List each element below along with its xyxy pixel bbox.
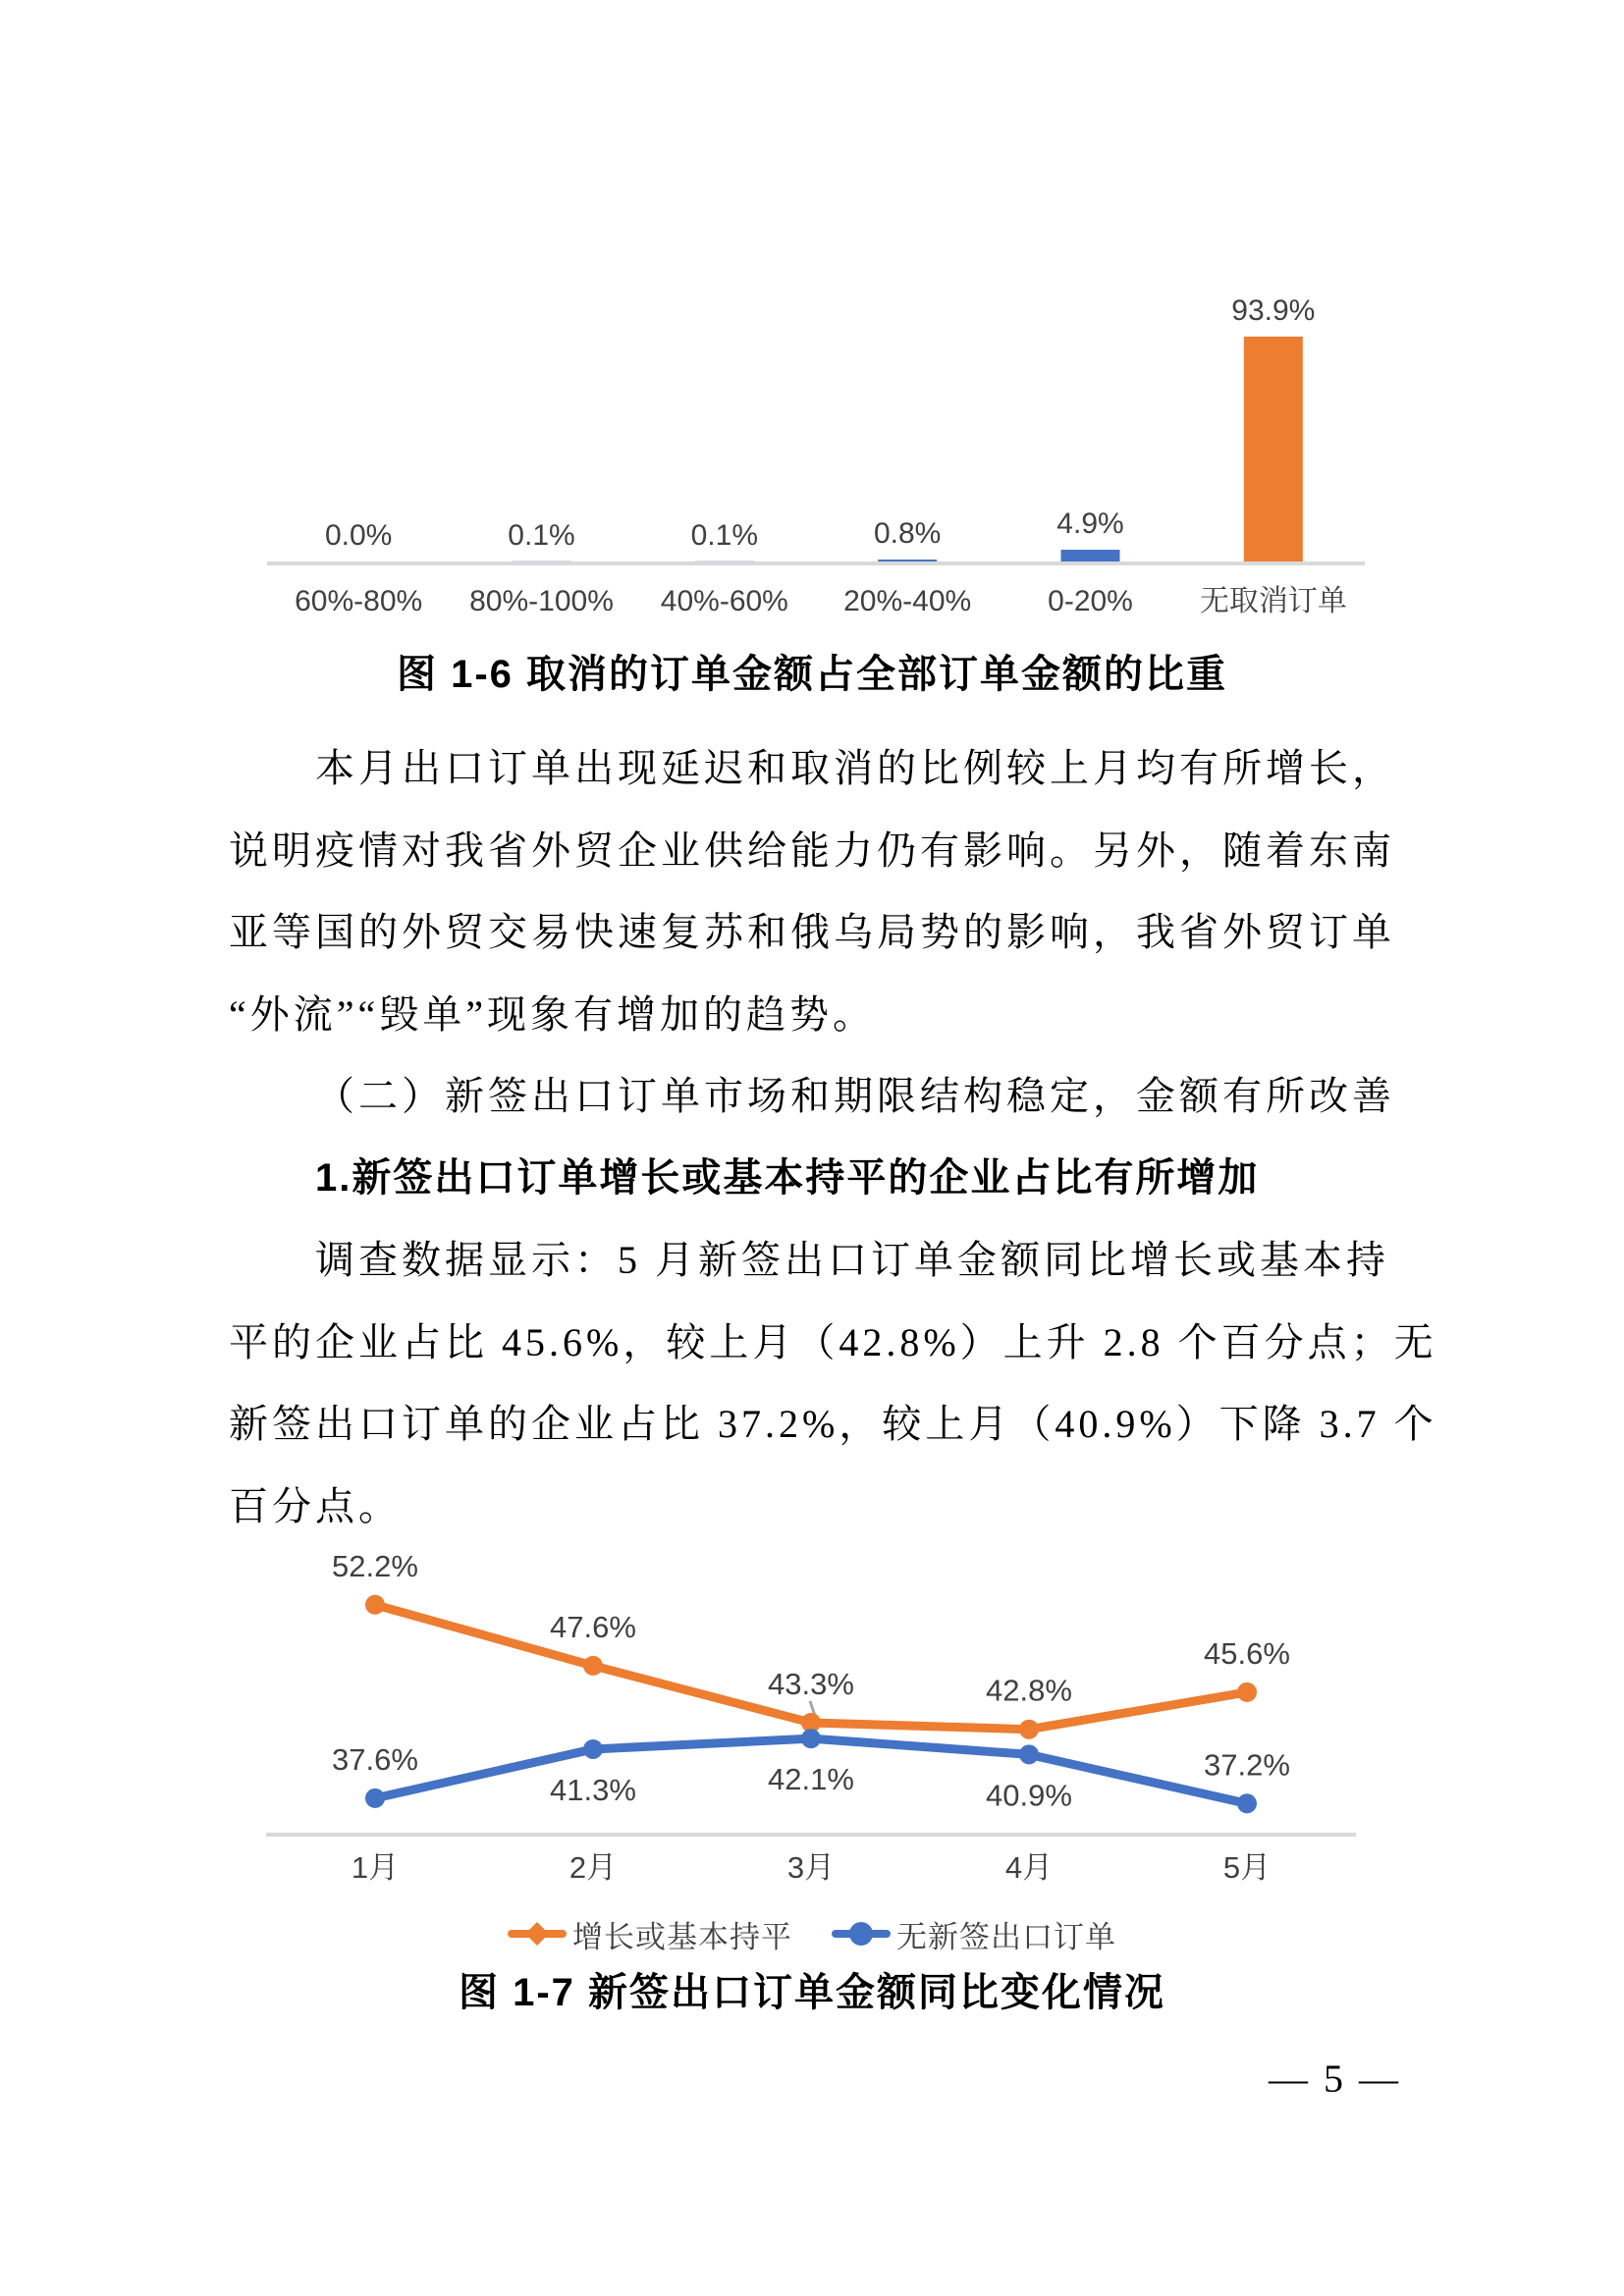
data-point-label: 45.6% bbox=[1204, 1635, 1290, 1671]
legend-item-growth-or-flat bbox=[508, 1912, 792, 1956]
paragraph1-line4: “外流”“毁单”现象有增加的趋势。 bbox=[229, 991, 877, 1037]
bar-category-label: 60%-80% bbox=[295, 585, 423, 617]
month-label: 4月 bbox=[1004, 1850, 1054, 1885]
data-point-marker bbox=[583, 1656, 603, 1676]
data-point-label: 42.1% bbox=[768, 1762, 854, 1797]
bar-category-label: 0-20% bbox=[1048, 585, 1133, 617]
legend-line-marker-icon bbox=[832, 1930, 891, 1938]
bar-category-label: 20%-40% bbox=[843, 585, 972, 617]
data-point-marker bbox=[1019, 1720, 1039, 1739]
data-point-label: 52.2% bbox=[332, 1548, 418, 1583]
data-point-label: 42.8% bbox=[986, 1673, 1072, 1708]
paragraph2-line4: 百分点。 bbox=[229, 1483, 402, 1528]
legend-label: 无新签出口订单 bbox=[896, 1919, 1116, 1954]
figure-1-6-caption: 图 1-6 取消的订单金额占全部订单金额的比重 bbox=[396, 653, 1228, 696]
paragraph2-line1: 调查数据显示：5 月新签出口订单金额同比增长或基本持 bbox=[315, 1238, 1389, 1282]
series-line bbox=[375, 1605, 1247, 1730]
page-number: — 5 — bbox=[1269, 2056, 1401, 2101]
data-point-marker bbox=[583, 1739, 603, 1759]
paragraph2-line2: 平的企业占比 45.6%，较上月（42.8%）上升 2.8 个百分点；无 bbox=[229, 1319, 1437, 1364]
line-chart-axis-line bbox=[266, 1833, 1356, 1837]
bar-value-label: 0.1% bbox=[508, 518, 575, 552]
section-heading-level3: 1.新签出口订单增长或基本持平的企业占比有所增加 bbox=[315, 1155, 1260, 1200]
month-label: 3月 bbox=[786, 1850, 836, 1885]
data-point-marker bbox=[1019, 1744, 1039, 1764]
data-point-marker bbox=[1237, 1682, 1257, 1702]
legend-item-no-new-orders bbox=[832, 1912, 1116, 1956]
bar-category-label: 无取消订单 bbox=[1199, 585, 1347, 617]
bar bbox=[1244, 337, 1303, 561]
callout-leader-line bbox=[810, 1701, 815, 1716]
legend-label: 增长或基本持平 bbox=[572, 1919, 792, 1954]
bar-chart-axis-line bbox=[267, 561, 1365, 565]
month-label: 1月 bbox=[351, 1850, 400, 1885]
bar-category-label: 80%-100% bbox=[469, 585, 614, 617]
data-point-marker bbox=[801, 1713, 821, 1733]
figure-1-7-caption: 图 1-7 新签出口订单金额同比变化情况 bbox=[458, 1971, 1166, 2014]
bar-category-label: 40%-60% bbox=[660, 585, 788, 617]
data-point-marker bbox=[801, 1729, 821, 1748]
data-point-label: 41.3% bbox=[550, 1772, 636, 1807]
circle-marker-icon bbox=[849, 1922, 873, 1946]
diamond-marker-icon bbox=[525, 1922, 549, 1946]
data-point-label: 43.3% bbox=[768, 1666, 854, 1701]
data-point-label: 40.9% bbox=[986, 1778, 1072, 1813]
section-heading-level2: （二）新签出口订单市场和期限结构稳定，金额有所改善 bbox=[315, 1074, 1395, 1118]
bar bbox=[1061, 550, 1120, 561]
paragraph2-line3: 新签出口订单的企业占比 37.2%，较上月（40.9%）下降 3.7 个 bbox=[229, 1402, 1437, 1446]
month-label: 5月 bbox=[1222, 1850, 1272, 1885]
data-point-label: 47.6% bbox=[550, 1609, 636, 1644]
data-point-marker bbox=[365, 1595, 385, 1615]
paragraph1-line2: 说明疫情对我省外贸企业供给能力仍有影响。另外，随着东南 bbox=[229, 828, 1395, 873]
figure-1-7-legend bbox=[0, 1910, 1624, 1957]
paragraph1-line1: 本月出口订单出现延迟和取消的比例较上月均有所增长， bbox=[315, 746, 1395, 790]
series-line bbox=[375, 1738, 1247, 1803]
bar bbox=[878, 560, 937, 561]
bar-value-label: 4.9% bbox=[1056, 507, 1124, 541]
data-point-marker bbox=[365, 1789, 385, 1808]
month-label: 2月 bbox=[568, 1850, 618, 1885]
data-point-marker bbox=[1237, 1793, 1257, 1813]
body-text-block bbox=[229, 727, 1437, 1547]
data-point-label: 37.2% bbox=[1204, 1747, 1290, 1783]
paragraph1-line3: 亚等国的外贸交易快速复苏和俄乌局势的影响，我省外贸订单 bbox=[229, 910, 1395, 954]
bar-value-label: 0.8% bbox=[873, 517, 942, 551]
legend-line-marker-icon bbox=[508, 1930, 567, 1938]
data-point-label: 37.6% bbox=[332, 1741, 418, 1777]
bar-value-label: 93.9% bbox=[1231, 294, 1316, 327]
bar-value-label: 0.0% bbox=[324, 519, 393, 552]
bar-value-label: 0.1% bbox=[690, 518, 759, 552]
